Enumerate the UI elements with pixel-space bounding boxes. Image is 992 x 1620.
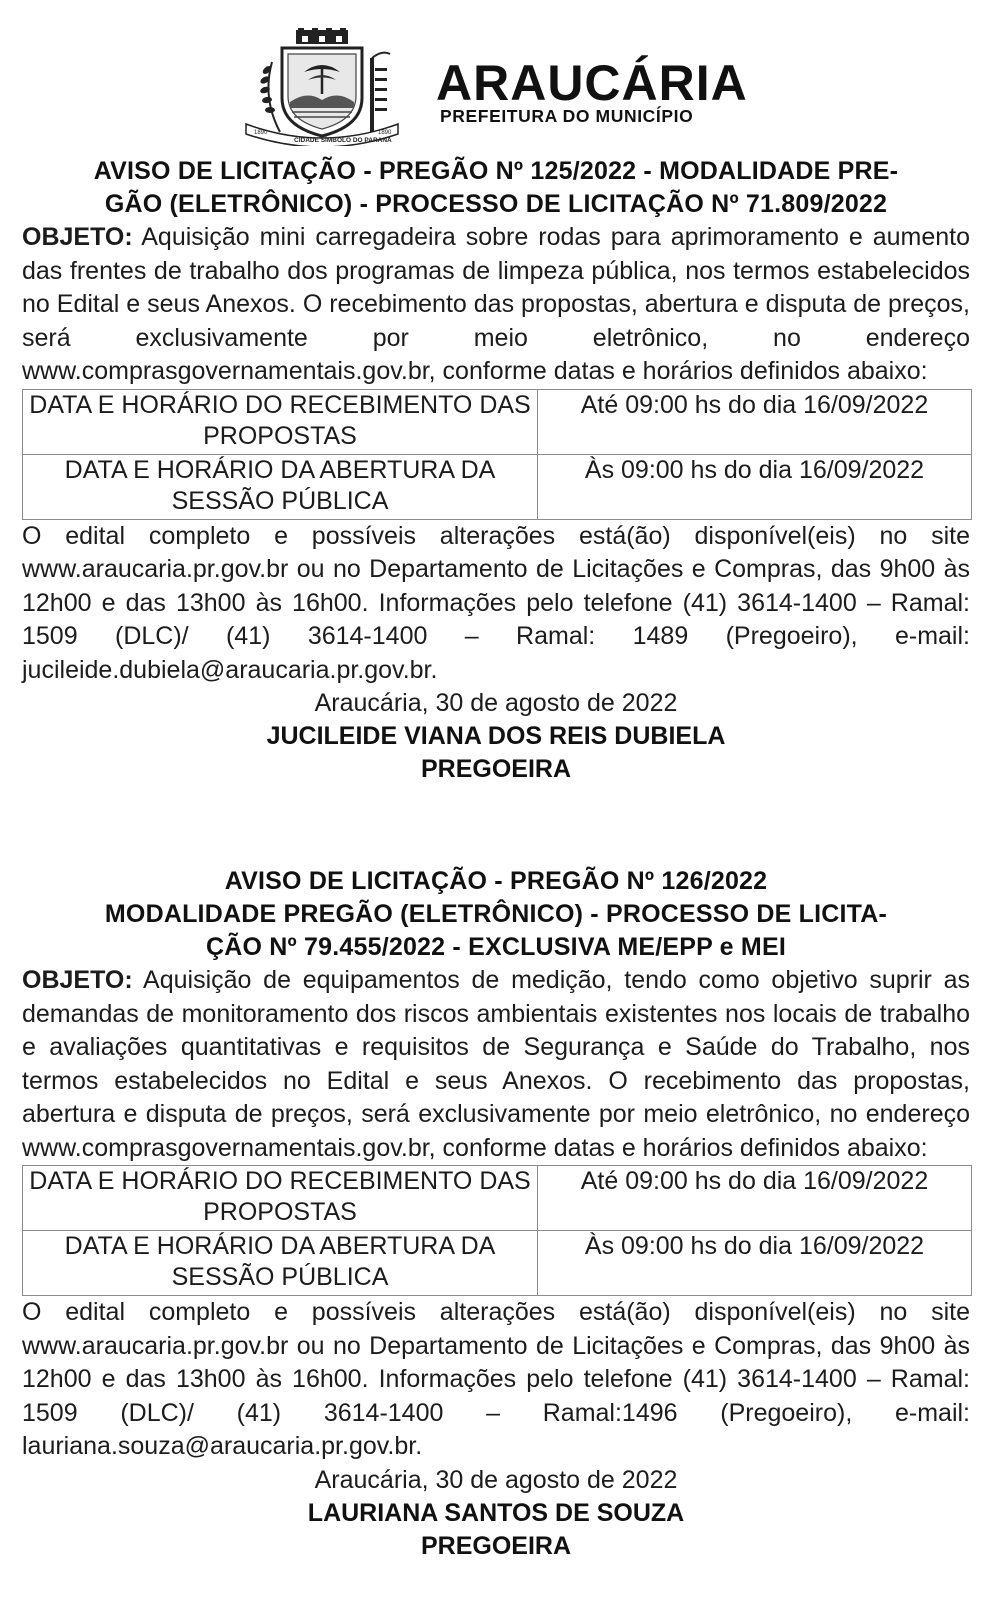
dates-table <box>22 1165 972 1296</box>
brand-subtitle: PREFEITURA DO MUNICÍPIO <box>440 106 694 126</box>
objeto-paragraph <box>22 221 970 389</box>
signer-name: JUCILEIDE VIANA DOS REIS DUBIELA <box>266 722 726 750</box>
place-date: Araucária, 30 de agosto de 2022 <box>314 689 678 717</box>
signer-name: LAURIANA SANTOS DE SOUZA <box>307 1498 685 1527</box>
table-row <box>23 1231 972 1296</box>
notice-125 <box>22 155 970 786</box>
table-cell-label: DATA E HORÁRIO DO RECEBIMENTO DAS PROPOSTAS <box>23 1166 538 1231</box>
table-cell-value: Às 09:00 hs do dia 16/09/2022 <box>538 454 972 519</box>
table-cell-value: Até 09:00 hs do dia 16/09/2022 <box>538 389 972 454</box>
table-cell-label: DATA E HORÁRIO DA ABERTURA DA SESSÃO PÚBLICA <box>23 1231 538 1296</box>
objeto-text: Aquisição de equipamentos de medição, tendo como objetivo suprir as demandas de monitoramento dos riscos ambientais existentes nos locais de trabalho e avaliações quantitativas e requisitos de Segurança e Saúde do Trabalho, nos termos estabelecidos no Edital e seus Anexos. O recebimento das propostas, abertura e disputa de preços, será exclusivamente por meio eletrônico, no endereço www.comprasgovernamentais.gov.br, conforme datas e horários definidos abaixo: <box>22 966 970 1162</box>
notice-title-line: ÇÃO Nº 79.455/2022 - EXCLUSIVA ME/EPP e MEI <box>206 933 786 961</box>
notice-title-line: AVISO DE LICITAÇÃO - PREGÃO Nº 125/2022 - MODALIDADE PRE- <box>93 157 899 185</box>
info-paragraph: O edital completo e possíveis alterações está(ão) disponível(eis) no site www.araucaria.pr.gov.br ou no Departamento de Licitações e Compras, das 9h00 às 12h00 e das 13h00 às 16h00. Informações pelo telefone (41) 3614-1400 – Ramal: 1509 (DLC)/ (41) 3614-1400 – Ramal:1496 (Pregoeiro), e-mail: lauriana.souza@araucaria.pr.gov.br. <box>22 1298 970 1460</box>
crest-year-right: 1890 <box>378 130 392 136</box>
objeto-label: OBJETO: <box>22 966 133 994</box>
notice-title-line: MODALIDADE PREGÃO (ELETRÔNICO) - PROCESSO DE LICITA- <box>104 900 888 928</box>
araucaria-crest-logo <box>232 28 412 146</box>
table-cell-value: Até 09:00 hs do dia 16/09/2022 <box>538 1166 972 1231</box>
brand-name: ARAUCÁRIA <box>436 55 748 111</box>
table-row <box>23 389 972 454</box>
crest-year-left: 1890 <box>254 130 268 136</box>
notice-title-line: GÃO (ELETRÔNICO) - PROCESSO DE LICITAÇÃO Nº 71.809/2022 <box>104 190 888 218</box>
signer-role: PREGOEIRA <box>420 755 572 783</box>
crest-banner-text: CIDADE SÍMBOLO DO PARANÁ <box>294 137 392 144</box>
header <box>22 0 970 150</box>
document-page <box>22 0 970 1560</box>
table-cell-value: Às 09:00 hs do dia 16/09/2022 <box>538 1231 972 1296</box>
table-row <box>23 1166 972 1231</box>
place-date: Araucária, 30 de agosto de 2022 <box>314 1465 678 1494</box>
objeto-label: OBJETO: <box>22 223 133 251</box>
signer-role: PREGOEIRA <box>420 1531 572 1560</box>
table-cell-label: DATA E HORÁRIO DO RECEBIMENTO DAS PROPOSTAS <box>23 389 538 454</box>
dates-table <box>22 389 972 520</box>
table-row <box>23 454 972 519</box>
info-paragraph: O edital completo e possíveis alterações está(ão) disponível(eis) no site www.araucaria.pr.gov.br ou no Departamento de Licitações e Compras, das 9h00 às 12h00 e das 13h00 às 16h00. Informações pelo telefone (41) 3614-1400 – Ramal: 1509 (DLC)/ (41) 3614-1400 – Ramal: 1489 (Pregoeiro), e-mail: jucileide.dubiela@araucaria.pr.gov.br. <box>22 521 970 684</box>
objeto-text: Aquisição mini carregadeira sobre rodas para aprimoramento e aumento das frentes de trabalho dos programas de limpeza pública, nos termos estabelecidos no Edital e seus Anexos. O recebimento das propostas, abertura e disputa de preços, será exclusivamente por meio eletrônico, no endereço www.comprasgovernamentais.gov.br, conforme datas e horários definidos abaixo: <box>22 223 970 385</box>
brand-block <box>436 55 748 126</box>
notice-title-line: AVISO DE LICITAÇÃO - PREGÃO Nº 126/2022 <box>224 867 768 895</box>
notice-126 <box>22 865 970 1563</box>
objeto-paragraph <box>22 964 970 1165</box>
table-cell-label: DATA E HORÁRIO DA ABERTURA DA SESSÃO PÚBLICA <box>23 454 538 519</box>
